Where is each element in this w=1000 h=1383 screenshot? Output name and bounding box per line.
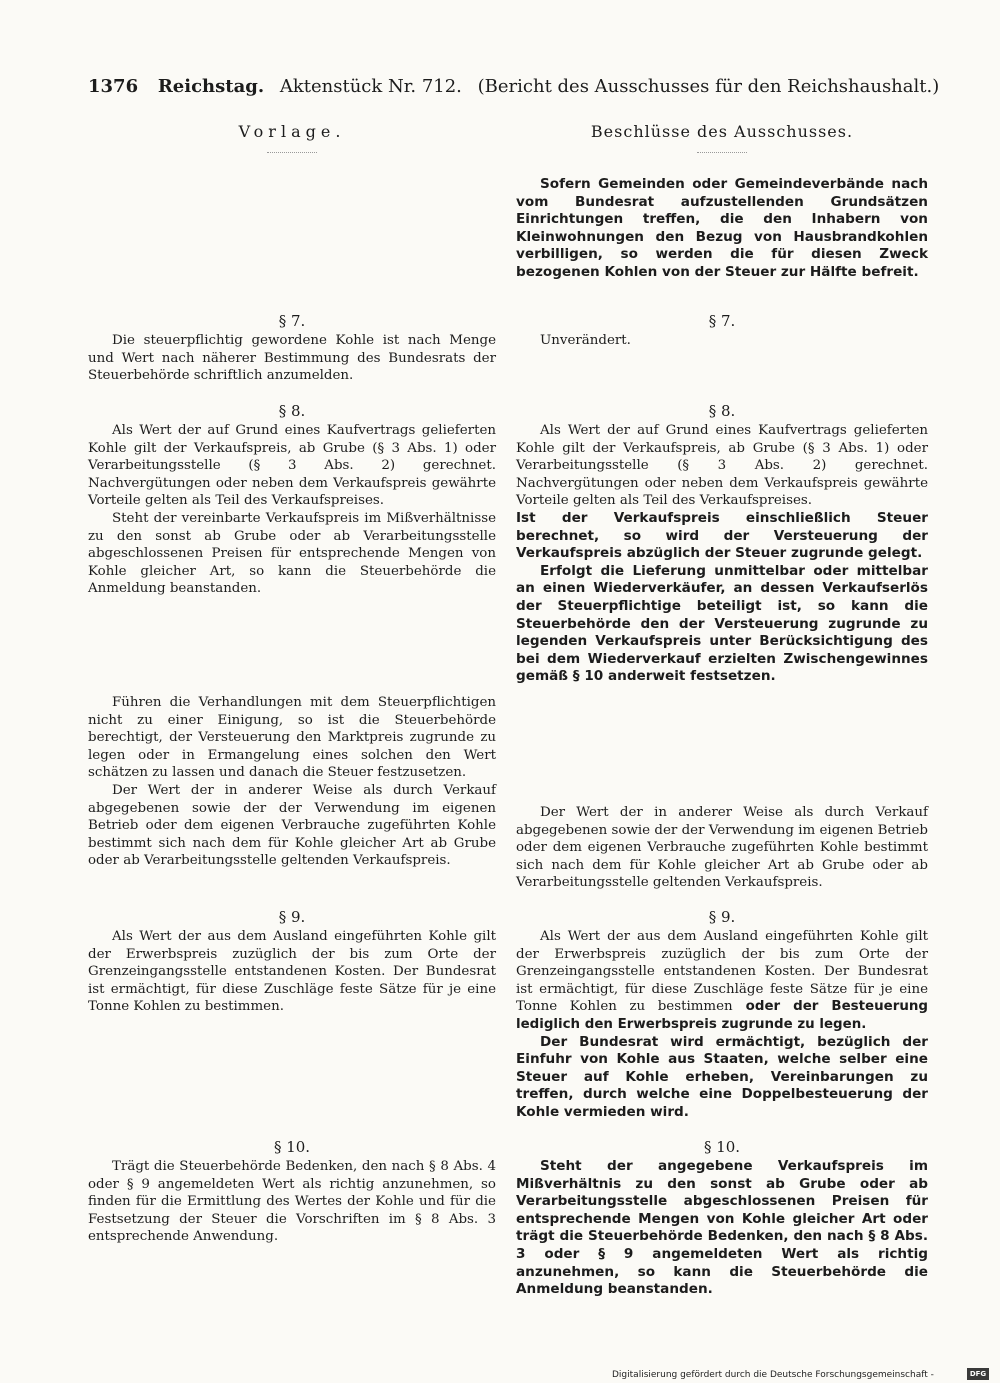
paragraph-bold: Ist der Verkaufspreis einschließlich Steuer berechnet, so wird der Versteuerung der Verkaufspreis abzüglich der Steuer zugrunde gelegt. <box>516 509 928 562</box>
right-section-10 <box>516 1138 928 1299</box>
paragraph-bold: Sofern Gemeinden oder Gemeindeverbände nach vom Bundesrat aufzustellenden Grundsätzen Einrichtungen treffen, die den Inhabern von Kleinwohnungen den Bezug von Hausbrandkohlen verbilligen, so werden die für diesen Zweck bezogenen Kohlen von der Steuer zur Hälfte befreit. <box>516 176 928 280</box>
section-title: § 10. <box>703 1138 741 1156</box>
section-title: § 7. <box>708 312 736 330</box>
paragraph: Als Wert der auf Grund eines Kaufvertrags gelieferten Kohle gilt der Verkaufspreis, ab Grube (§ 3 Abs. 1) oder Verarbeitungsstelle (§ 3 Abs. 2) gerechnet. Nachvergütungen oder neben dem Verkaufspreis gewährte Vorteile gelten als Teil des Verkaufspreises. <box>88 423 496 509</box>
heading-rule <box>697 152 747 153</box>
section-title: § 10. <box>273 1138 311 1156</box>
paragraph: Führen die Verhandlungen mit dem Steuerpflichtigen nicht zu einer Einigung, so ist die Steuerbehörde berechtigt, der Versteuerung den Marktpreis zugrunde zu legen oder in Ermangelung eines solchen den Wert schätzen zu lassen und danach die Steuer festzusetzen. <box>88 695 496 781</box>
paragraph: Der Wert der in anderer Weise als durch Verkauf abgegebenen sowie der der Verwendung im eigenen Betrieb oder dem eigenen Verbrauche zugeführten Kohle bestimmt sich nach dem für Kohle gleicher Art ab Grube oder ab Verarbeitungsstelle geltenden Verkaufspreis. <box>88 782 496 869</box>
section-title: § 7. <box>278 312 306 330</box>
paragraph-bold: Erfolgt die Lieferung unmittelbar oder mittelbar an einen Wiederverkäufer, an dessen Verkaufserlös der Steuerpflichtige beteiligt ist, so kann die Steuerbehörde den der Versteuerung zugrunde zu legenden Verkaufspreis unter Berücksichtigung des bei dem Wiederverkauf erzielten Zwischengewinnes gemäß § 10 anderweit festsetzen. <box>516 562 928 685</box>
page-header <box>88 76 940 102</box>
section-title: § 8. <box>278 402 306 420</box>
paragraph-bold: Steht der angegebene Verkaufspreis im Mißverhältnis zu den sonst ab Grube oder ab Verarbeitungsstelle abgeschlossenen Preisen für entsprechende Mengen von Kohle gleicher Art oder trägt die Steuerbehörde Bedenken, den nach § 8 Abs. 3 oder § 9 angemeldeten Wert als richtig anzunehmen, so kann die Steuerbehörde die Anmeldung beanstanden. <box>516 1158 928 1298</box>
page-number: 1376 <box>88 76 139 97</box>
right-section-8-continued <box>516 804 928 892</box>
section-title: § 8. <box>708 402 736 420</box>
left-section-7 <box>88 312 496 385</box>
left-section-9 <box>88 908 496 1016</box>
paragraph: Der Wert der in anderer Weise als durch Verkauf abgegebenen sowie der der Verwendung im eigenen Betrieb oder dem eigenen Verbrauche zugeführten Kohle bestimmt sich nach dem für Kohle gleicher Art ab Grube oder ab Verarbeitungsstelle geltenden Verkaufspreis. <box>516 805 928 891</box>
section-title: § 9. <box>708 908 736 926</box>
right-intro <box>516 176 928 282</box>
paragraph: Steht der vereinbarte Verkaufspreis im Mißverhältnisse zu den sonst ab Grube oder ab Verarbeitungsstelle abgeschlossenen Preisen für entsprechende Mengen von Kohle gleicher Art, so kann die Steuerbehörde die Anmeldung beanstanden. <box>88 510 496 597</box>
column-beschluesse <box>516 122 928 1298</box>
heading-rule <box>267 152 317 153</box>
paragraph: Unverändert. <box>540 333 631 348</box>
paragraph: Die steuerpflichtig gewordene Kohle ist nach Menge und Wert nach näherer Bestimmung des Bundesrats der Steuerbehörde schriftlich anzumelden. <box>88 333 496 384</box>
header-subtitle: (Bericht des Ausschusses für den Reichshaushalt.) <box>477 76 940 97</box>
header-aktenstueck: Aktenstück Nr. 712. <box>279 76 462 97</box>
left-section-8-continued <box>88 694 496 870</box>
section-title: § 9. <box>278 908 306 926</box>
left-section-8 <box>88 402 496 598</box>
dfg-logo: DFG <box>967 1368 989 1380</box>
right-section-9 <box>516 908 928 1122</box>
paragraph: Als Wert der aus dem Ausland eingeführten Kohle gilt der Erwerbspreis zuzüglich der bis zum Orte der Grenzeingangsstelle entstandenen Kosten. Der Bundesrat ist ermächtigt, für diese Zuschläge feste Sätze für je eine Tonne Kohlen zu bestimmen. <box>88 929 496 1015</box>
paragraph-bold: Der Bundesrat wird ermächtigt, bezüglich der Einfuhr von Kohle aus Staaten, welche selber eine Steuer auf Kohle erheben, Vereinbarungen zu treffen, durch welche eine Doppelbesteuerung der Kohle vermieden wird. <box>516 1033 928 1120</box>
footer-credit: Digitalisierung gefördert durch die Deutsche Forschungsgemeinschaft - <box>612 1370 934 1380</box>
header-reichstag: Reichstag. <box>157 76 265 97</box>
column-vorlage <box>88 122 496 1245</box>
right-section-7 <box>516 312 928 350</box>
column-heading-vorlage: Vorlage. <box>238 122 346 141</box>
paragraph <box>516 928 928 1034</box>
paragraph-text: Als Wert der aus dem Ausland eingeführten Kohle gilt der Erwerbspreis zuzüglich der bis zum Orte der Grenzeingangsstelle entstandenen Kosten. Der Bundesrat ist ermächtigt, für diese Zuschläge feste Sätze für je eine Tonne Kohlen zu bestimmen <box>516 929 928 1015</box>
paragraph: Trägt die Steuerbehörde Bedenken, den nach § 8 Abs. 4 oder § 9 angemeldeten Wert als richtig anzunehmen, so finden für die Ermittlung des Wertes der Kohle und für die Festsetzung der Steuer die Vorschriften im § 8 Abs. 3 entsprechende Anwendung. <box>88 1159 496 1245</box>
column-heading-beschluesse: Beschlüsse des Ausschusses. <box>590 122 854 141</box>
paragraph: Als Wert der auf Grund eines Kaufvertrags gelieferten Kohle gilt der Verkaufspreis, ab Grube (§ 3 Abs. 1) oder Verarbeitungsstelle (§ 3 Abs. 2) gerechnet. Nachvergütungen oder neben dem Verkaufspreis gewährte Vorteile gelten als Teil des Verkaufspreises. <box>516 423 928 509</box>
right-section-8 <box>516 402 928 686</box>
paragraph-bold-text: oder der Besteuerung lediglich den Erwerbspreis zugrunde zu legen. <box>516 999 928 1032</box>
left-section-10 <box>88 1138 496 1246</box>
